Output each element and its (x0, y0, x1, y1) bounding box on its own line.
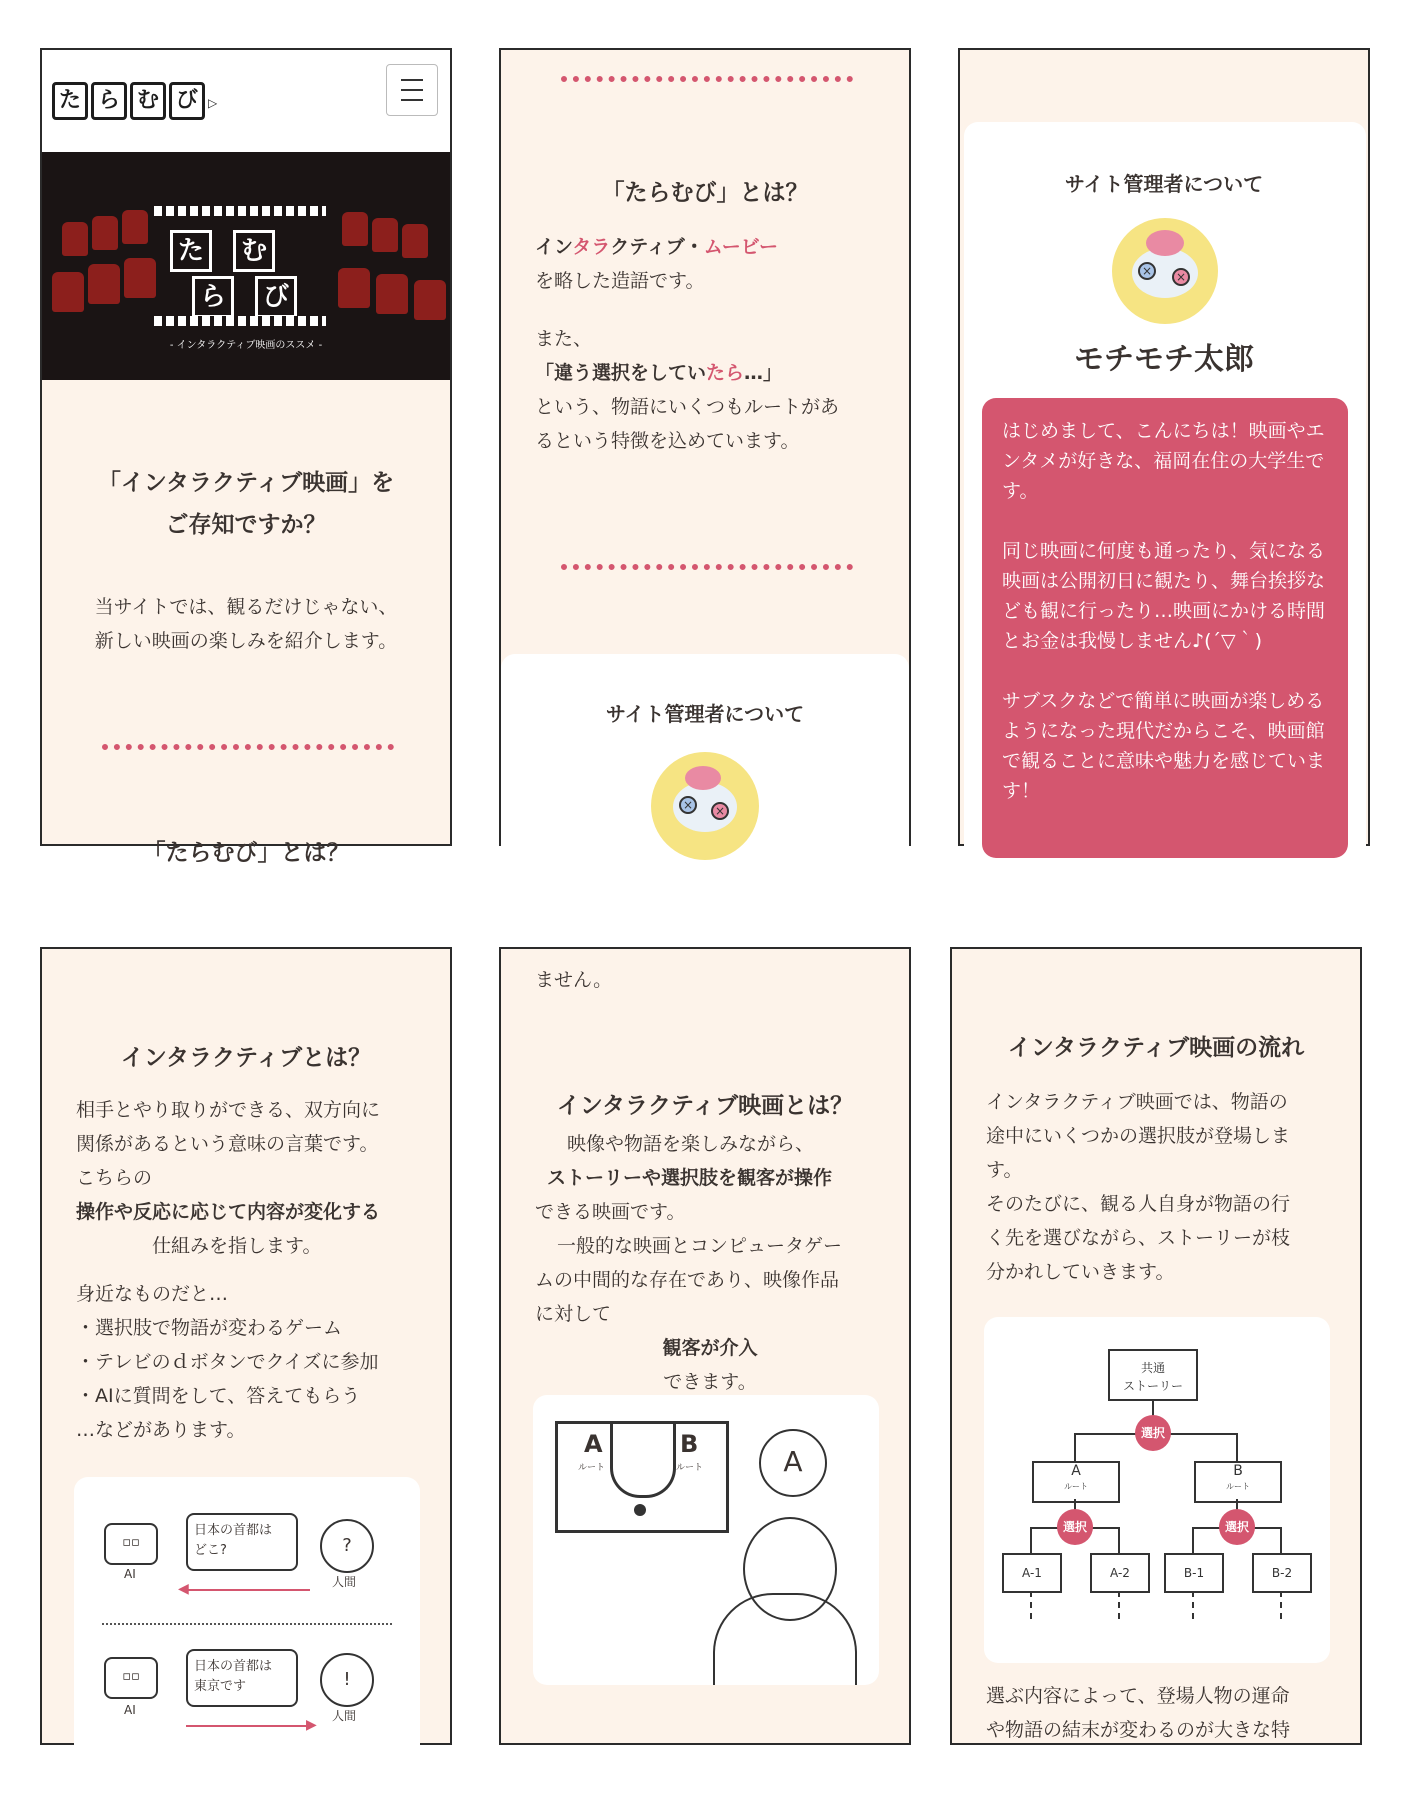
list-item: ・AIに質問をして、答えてもらう (76, 1385, 361, 1407)
choice-node: 選択 (1219, 1509, 1255, 1545)
film-strip (154, 316, 326, 326)
intro-text: 当サイトでは、観るだけじゃない、 新しい映画の楽しみを紹介します。 (94, 596, 398, 652)
hero-logo-char: た (170, 230, 212, 272)
screen-what-is-interactive (40, 947, 452, 1745)
site-header (42, 50, 450, 152)
leaf-node: B-2 (1252, 1553, 1312, 1593)
screen-movie-flow (950, 947, 1362, 1745)
flow-text: インタラクティブ映画では、物語の 途中にいくつかの選択肢が登場しま す。 そのたびに、観る人自身が物語の行 く先を選びながら、ストーリーが枝 分かれしていきます。 (986, 1091, 1291, 1283)
branching-diagram (984, 1317, 1330, 1663)
profile-paragraph: はじめまして、こんにちは！映画やエンタメが好きな、福岡在住の大学生です。 (1002, 420, 1325, 502)
arrow-right-icon (186, 1725, 310, 1727)
about-text: インタラクティブ・ムービー を略した造語です。 また、 「違う選択をしていたら…」 という、物語にいくつもルートがあ るという特徴を込めています。 (535, 236, 840, 452)
screen-site-admin (958, 48, 1370, 846)
ai-label: AI (124, 1567, 136, 1581)
admin-name: モチモチ太郎 (1074, 342, 1254, 377)
about-heading: 「たらむび」とは？ (601, 180, 809, 206)
admin-card (501, 654, 909, 854)
mascot-avatar: × × (651, 752, 759, 860)
screen-home-top (40, 48, 452, 866)
human-label: 人間 (332, 1575, 357, 1589)
route-b-label: B (680, 1430, 699, 1458)
confused-face-icon: ? (320, 1519, 374, 1573)
human-face-icon: ! (320, 1653, 374, 1707)
screen-what-is-interactive-movie (499, 947, 911, 1745)
admin-heading: サイト管理者について (1064, 172, 1264, 196)
section-heading-cut: 「たらむび」とは？ (142, 840, 350, 866)
hero-logo (170, 230, 297, 318)
intro-heading: 「インタラクティブ映画」を ご存知ですか？ (97, 470, 395, 538)
dotted-divider (102, 744, 394, 750)
robot-icon: ▫▫ (104, 1523, 158, 1565)
hero-subtitle: - インタラクティブ映画のススメ - (169, 340, 323, 351)
screen-about-tarumubi (499, 48, 911, 846)
logo-char: む (130, 82, 166, 120)
admin-heading: サイト管理者について (605, 702, 805, 726)
dotted-separator (102, 1623, 392, 1625)
leaf-node: B-1 (1164, 1553, 1224, 1593)
leaf-node: A-2 (1090, 1553, 1150, 1593)
logo-char: び (169, 82, 205, 120)
interactive-text: 相手とやり取りができる、双方向に 関係があるという意味の言葉です。 こちらの 操作や反応に応じて内容が変化する 仕組みを指します。 身近なものだと… ・選択肢で物語が変わるゲーム ・テレビのｄボタンでクイズに参加 ・AIに質問をして、答えてもらう …などがあります。 (76, 1093, 426, 1447)
logo-char: た (52, 82, 88, 120)
choice-node: 選択 (1057, 1509, 1093, 1545)
hamburger-menu-button[interactable] (386, 64, 438, 116)
ai-example-illustration: ▫▫ AI 日本の首都は どこ? ? 人間 ◀ ▫▫ AI 日本の首都は 東京です ! 人間 ▶ (74, 1477, 420, 1767)
logo-char: ら (91, 82, 127, 120)
movie-text: 映像や物語を楽しみながら、 ストーリーや選択肢を観客が操作 できる映画です。 一般的な映画とコンピュータゲー ムの中間的な存在であり、映像作品 に対して 観客が介入 できます。 (535, 1133, 843, 1393)
human-label: 人間 (332, 1709, 357, 1723)
list-item: ・選択肢で物語が変わるゲーム (76, 1317, 343, 1339)
interactive-heading: インタラクティブとは？ (120, 1045, 372, 1071)
film-strip (154, 206, 326, 216)
route-a-label: A (584, 1430, 603, 1458)
hero-logo-char: む (233, 230, 275, 272)
flow-heading: インタラクティブ映画の流れ (1007, 1035, 1305, 1061)
mascot-avatar: × × (1112, 218, 1218, 324)
profile-paragraph: 同じ映画に何度も通ったり、気になる映画は公開初日に観たり、舞台挨拶なども観に行ったり…映画にかける時間とお金は我慢しません♪(´▽｀) (1002, 540, 1326, 652)
route-b-node: B ルート (1194, 1461, 1282, 1503)
choice-speech-bubble: A (759, 1429, 827, 1497)
text-fragment: ません。 (535, 969, 613, 991)
arrow-left-icon (186, 1589, 310, 1591)
route-a-node: A ルート (1032, 1461, 1120, 1503)
theater-illustration (533, 1395, 879, 1685)
robot-icon: ▫▫ (104, 1657, 158, 1699)
dotted-divider (561, 564, 853, 570)
question-bubble: 日本の首都は どこ? (186, 1513, 298, 1571)
hero-logo-char: ら (192, 276, 234, 318)
ai-label: AI (124, 1703, 136, 1717)
flow-bottom-text: 選ぶ内容によって、登場人物の運命 や物語の結末が変わるのが大きな特 (986, 1685, 1291, 1741)
answer-bubble: 日本の首都は 東京です (186, 1649, 298, 1707)
movie-heading: インタラクティブ映画とは？ (556, 1093, 854, 1119)
hero-image (42, 152, 450, 380)
common-story-node: 共通 ストーリー (1108, 1349, 1198, 1401)
dotted-divider (561, 76, 853, 82)
leaf-node: A-1 (1002, 1553, 1062, 1593)
viewer-body-icon (713, 1593, 857, 1685)
hero-logo-char: び (255, 276, 297, 318)
screen-icon: A ルート B ルート (555, 1421, 729, 1533)
profile-paragraph: サブスクなどで簡単に映画が楽しめるようになった現代だからこそ、映画館で観ることに意味や魅力を感じています！ (1002, 690, 1326, 802)
choice-node: 選択 (1135, 1415, 1171, 1451)
site-logo[interactable] (52, 82, 217, 120)
profile-speech-bubble (982, 398, 1348, 858)
play-icon: ▷ (208, 96, 218, 110)
list-item: ・テレビのｄボタンでクイズに参加 (76, 1351, 379, 1373)
